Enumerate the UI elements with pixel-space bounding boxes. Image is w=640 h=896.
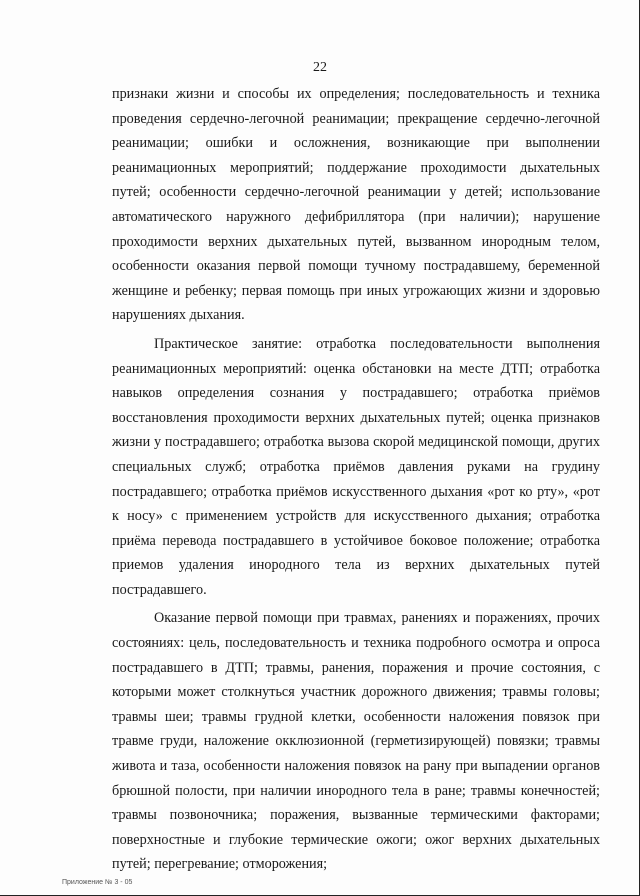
page-footer: Приложение № 3 - 05 <box>62 879 133 886</box>
paragraph-2: Практическое занятие: отработка последовательности выполнения реанимационных мероприятий: оценка обстановки на месте ДТП; отработка навыков определения сознания у пострадавшего; отработка приёмов восстановления проходимости верхних дыхательных путей; оценка признаков жизни у пострадавшего; отработка вызова скорой медицинской помощи, других специальных служб; отработка приёмов давления руками на грудину пострадавшего; отработка приёмов искусственного дыхания «рот ко рту», «рот к носу» с применением устройств для искусственного дыхания; отработка приёма перевода пострадавшего в устойчивое боковое положение; отработка приемов удаления инородного тела из верхних дыхательных путей пострадавшего. <box>112 335 600 598</box>
paragraph-1: признаки жизни и способы их определения; последовательность и техника проведения сердечно-легочной реанимации; прекращение сердечно-легочной реанимации; ошибки и осложнения, возникающие при выполнении реанимационных мероприятий; поддержание проходимости дыхательных путей; особенности сердечно-легочной реанимации у детей; использование автоматического наружного дефибриллятора (при наличии); нарушение проходимости верхних дыхательных путей, вызванном инородным телом, особенности оказания первой помощи тучному пострадавшему, беременной женщине и ребенку; первая помощь при иных угрожающих жизни и здоровью нарушениях дыхания. <box>112 86 600 324</box>
page-number: 22 <box>313 60 327 75</box>
document-body <box>112 82 600 881</box>
paragraph-3: Оказание первой помощи при травмах, ранениях и поражениях, прочих состояниях: цель, последовательность и техника подробного осмотра и опроса пострадавшего в ДТП; травмы, ранения, поражения и прочие состояния, с которыми может столкнуться участник дорожного движения; травмы головы; травмы шеи; травмы грудной клетки, особенности наложения повязок при травме груди, наложение окклюзионной (герметизирующей) повязки; травмы живота и таза, особенности наложения повязок на рану при выпадении органов брюшной полости, при наличии инородного тела в ране; травмы конечностей; травмы позвоночника; поражения, вызванные термическими факторами; поверхностные и глубокие термические ожоги; ожог верхних дыхательных путей; перегревание; отморожения; <box>112 610 600 873</box>
